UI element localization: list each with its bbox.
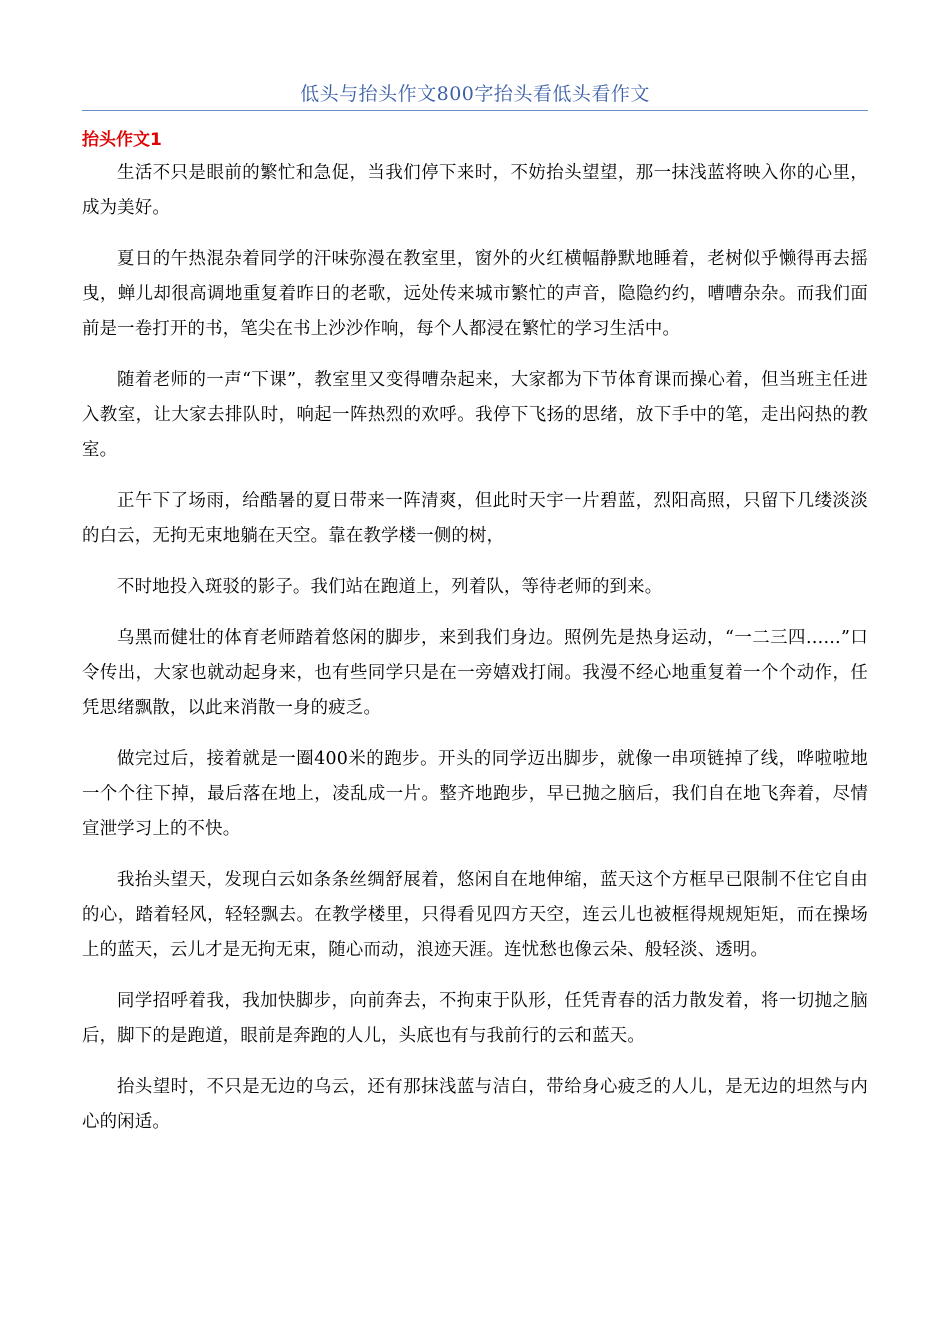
page-title: 低头与抬头作文800字抬头看低头看作文 — [300, 83, 650, 105]
paragraph-8: 我抬头望天，发现白云如条条丝绸舒展着，悠闲自在地伸缩，蓝天这个方框早已限制不住它自由的心，踏着轻风，轻轻飘去。在教学楼里，只得看见四方天空，连云儿也被框得规规矩矩，而在操场上的蓝天，云儿才是无拘无束，随心而动，浪迹天涯。连忧愁也像云朵、般轻淡、透明。 — [82, 870, 868, 960]
paragraph-3: 随着老师的一声“下课”，教室里又变得嘈杂起来，大家都为下节体育课而操心着，但当班主任进入教室，让大家去排队时，响起一阵热烈的欢呼。我停下飞扬的思绪，放下手中的笔，走出闷热的教室。 — [82, 370, 868, 460]
paragraph-6: 乌黑而健壮的体育老师踏着悠闲的脚步，来到我们身边。照例先是热身运动，“一二三四……”口令传出，大家也就动起身来，也有些同学只是在一旁嬉戏打闹。我漫不经心地重复着一个个动作，任凭思绪飘散，以此来消散一身的疲乏。 — [82, 628, 868, 718]
section-heading: 抬头作文1 — [82, 130, 162, 150]
paragraph-1: 生活不只是眼前的繁忙和急促，当我们停下来时，不妨抬头望望，那一抹浅蓝将映入你的心里，成为美好。 — [82, 163, 868, 218]
paragraph-5: 不时地投入斑驳的影子。我们站在跑道上，列着队，等待老师的到来。 — [117, 577, 663, 597]
paragraph-9: 同学招呼着我，我加快脚步，向前奔去，不拘束于队形，任凭青春的活力散发着，将一切抛之脑后，脚下的是跑道，眼前是奔跑的人儿，头底也有与我前行的云和蓝天。 — [82, 991, 868, 1046]
essay-body — [82, 156, 868, 1156]
paragraph-7: 做完过后，接着就是一圈400米的跑步。开头的同学迈出脚步，就像一串项链掉了线，哗啦啦地一个个往下掉，最后落在地上，凌乱成一片。整齐地跑步，早已抛之脑后，我们自在地飞奔着，尽情宣泄学习上的不快。 — [82, 749, 868, 839]
page-header — [82, 80, 868, 111]
paragraph-10: 抬头望时，不只是无边的乌云，还有那抹浅蓝与洁白，带给身心疲乏的人儿，是无边的坦然与内心的闲适。 — [82, 1077, 868, 1132]
paragraph-4: 正午下了场雨，给酷暑的夏日带来一阵清爽，但此时天宇一片碧蓝，烈阳高照，只留下几缕淡淡的白云，无拘无束地躺在天空。靠在教学楼一侧的树， — [82, 491, 868, 546]
paragraph-2: 夏日的午热混杂着同学的汗味弥漫在教室里，窗外的火红横幅静默地睡着，老树似乎懒得再去摇曳，蝉儿却很高调地重复着昨日的老歌，远处传来城市繁忙的声音，隐隐约约，嘈嘈杂杂。而我们面前是一卷打开的书，笔尖在书上沙沙作响，每个人都浸在繁忙的学习生活中。 — [82, 249, 868, 339]
